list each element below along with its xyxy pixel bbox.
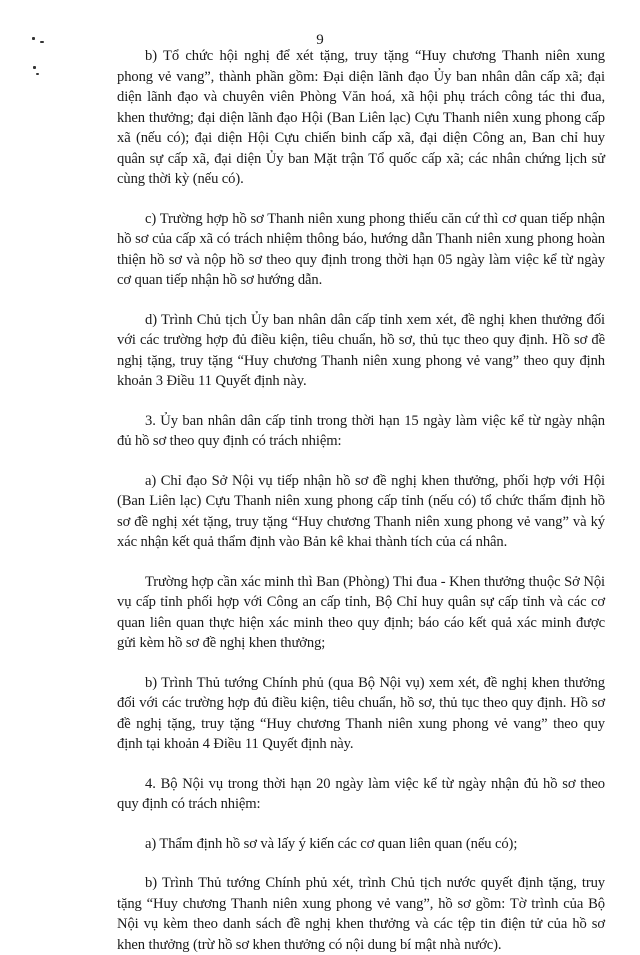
document-body (117, 46, 605, 955)
scan-speck (36, 73, 39, 75)
paragraph-verification-case: Trường hợp cần xác minh thì Ban (Phòng) Thi đua - Khen thưởng thuộc Sở Nội vụ cấp tỉnh phối hợp với Công an cấp tỉnh, Bộ Chỉ huy quân sự cấp tỉnh và các cơ quan liên quan thực hiện xác minh theo quy định; báo cáo kết quả xác minh được gửi kèm hồ sơ đề nghị khen thưởng; (117, 573, 605, 651)
scan-speck (32, 37, 35, 40)
paragraph-3-provincial-committee: 3. Ủy ban nhân dân cấp tỉnh trong thời hạn 15 ngày làm việc kể từ ngày nhận đủ hồ sơ theo quy định có trách nhiệm: (117, 412, 605, 449)
paragraph-a-appraise: a) Thẩm định hồ sơ và lấy ý kiến các cơ quan liên quan (nếu có); (145, 835, 518, 852)
paragraph-b-decision: b) Trình Thủ tướng Chính phủ xét, trình Chủ tịch nước quyết định tặng, truy tặng “Huy chương Thanh niên xung phong vẻ vang”, hồ sơ gồm: Tờ trình của Bộ Nội vụ kèm theo danh sách đề nghị khen thưởng và các tệp tin điện tử của hồ sơ khen thưởng (trừ hồ sơ khen thưởng có nội dung bí mật nhà nước). (117, 875, 605, 953)
scan-speck (33, 66, 36, 69)
page-number: 9 (316, 32, 324, 48)
paragraph-d-submit-chairman: d) Trình Chủ tịch Ủy ban nhân dân cấp tỉnh xem xét, đề nghị khen thưởng đối với các trường hợp đủ điều kiện, tiêu chuẩn, hồ sơ, thủ tục theo quy định. Hồ sơ đề nghị tặng, truy tặng “Huy chương Thanh niên xung phong vẻ vang” theo quy định khoản 3 Điều 11 Quyết định này. (117, 311, 605, 389)
paragraph-c-incomplete-records: c) Trường hợp hồ sơ Thanh niên xung phong thiếu căn cứ thì cơ quan tiếp nhận hồ sơ của cấp xã có trách nhiệm thông báo, hướng dẫn Thanh niên xung phong hoàn thiện hồ sơ và nộp hồ sơ theo quy định trong thời hạn 05 ngày làm việc kể từ ngày cơ quan tiếp nhận hồ sơ hướng dẫn. (117, 210, 605, 288)
paragraph-4-ministry: 4. Bộ Nội vụ trong thời hạn 20 ngày làm việc kể từ ngày nhận đủ hồ sơ theo quy định có trách nhiệm: (117, 775, 605, 812)
paragraph-b-submit-prime-minister: b) Trình Thủ tướng Chính phủ (qua Bộ Nội vụ) xem xét, đề nghị khen thưởng đối với các trường hợp đủ điều kiện, tiêu chuẩn, hồ sơ, thủ tục theo quy định. Hồ sơ đề nghị tặng, truy tặng “Huy chương Thanh niên xung phong vẻ vang” theo quy định tại khoản 4 Điều 11 Quyết định này. (117, 674, 605, 752)
scan-speck (40, 41, 44, 43)
paragraph-b-conference: b) Tổ chức hội nghị để xét tặng, truy tặng “Huy chương Thanh niên xung phong vẻ vang”, thành phần gồm: Đại diện lãnh đạo Ủy ban nhân dân cấp xã; đại diện lãnh đạo và chuyên viên Phòng Văn hoá, xã hội phụ trách công tác thi đua, khen thưởng; đại diện lãnh đạo Hội (Ban Liên lạc) Cựu Thanh niên xung phong cấp xã (nếu có); đại diện Hội Cựu chiến binh cấp xã, đại diện Công an, Ban chỉ huy quân sự cấp xã, đại diện Ủy ban Mặt trận Tổ quốc cấp xã; các nhân chứng lịch sử cùng thời kỳ (nếu có). (117, 48, 605, 187)
paragraph-a-home-affairs-dept: a) Chỉ đạo Sở Nội vụ tiếp nhận hồ sơ đề nghị khen thưởng, phối hợp với Hội (Ban Liên lạc) Cựu Thanh niên xung phong cấp tỉnh (nếu có) tổ chức thẩm định hồ sơ đề nghị xét tặng, truy tặng “Huy chương Thanh niên xung phong vẻ vang” và ký xác nhận kết quả thẩm định vào Bản kê khai thành tích của cá nhân. (117, 472, 605, 550)
